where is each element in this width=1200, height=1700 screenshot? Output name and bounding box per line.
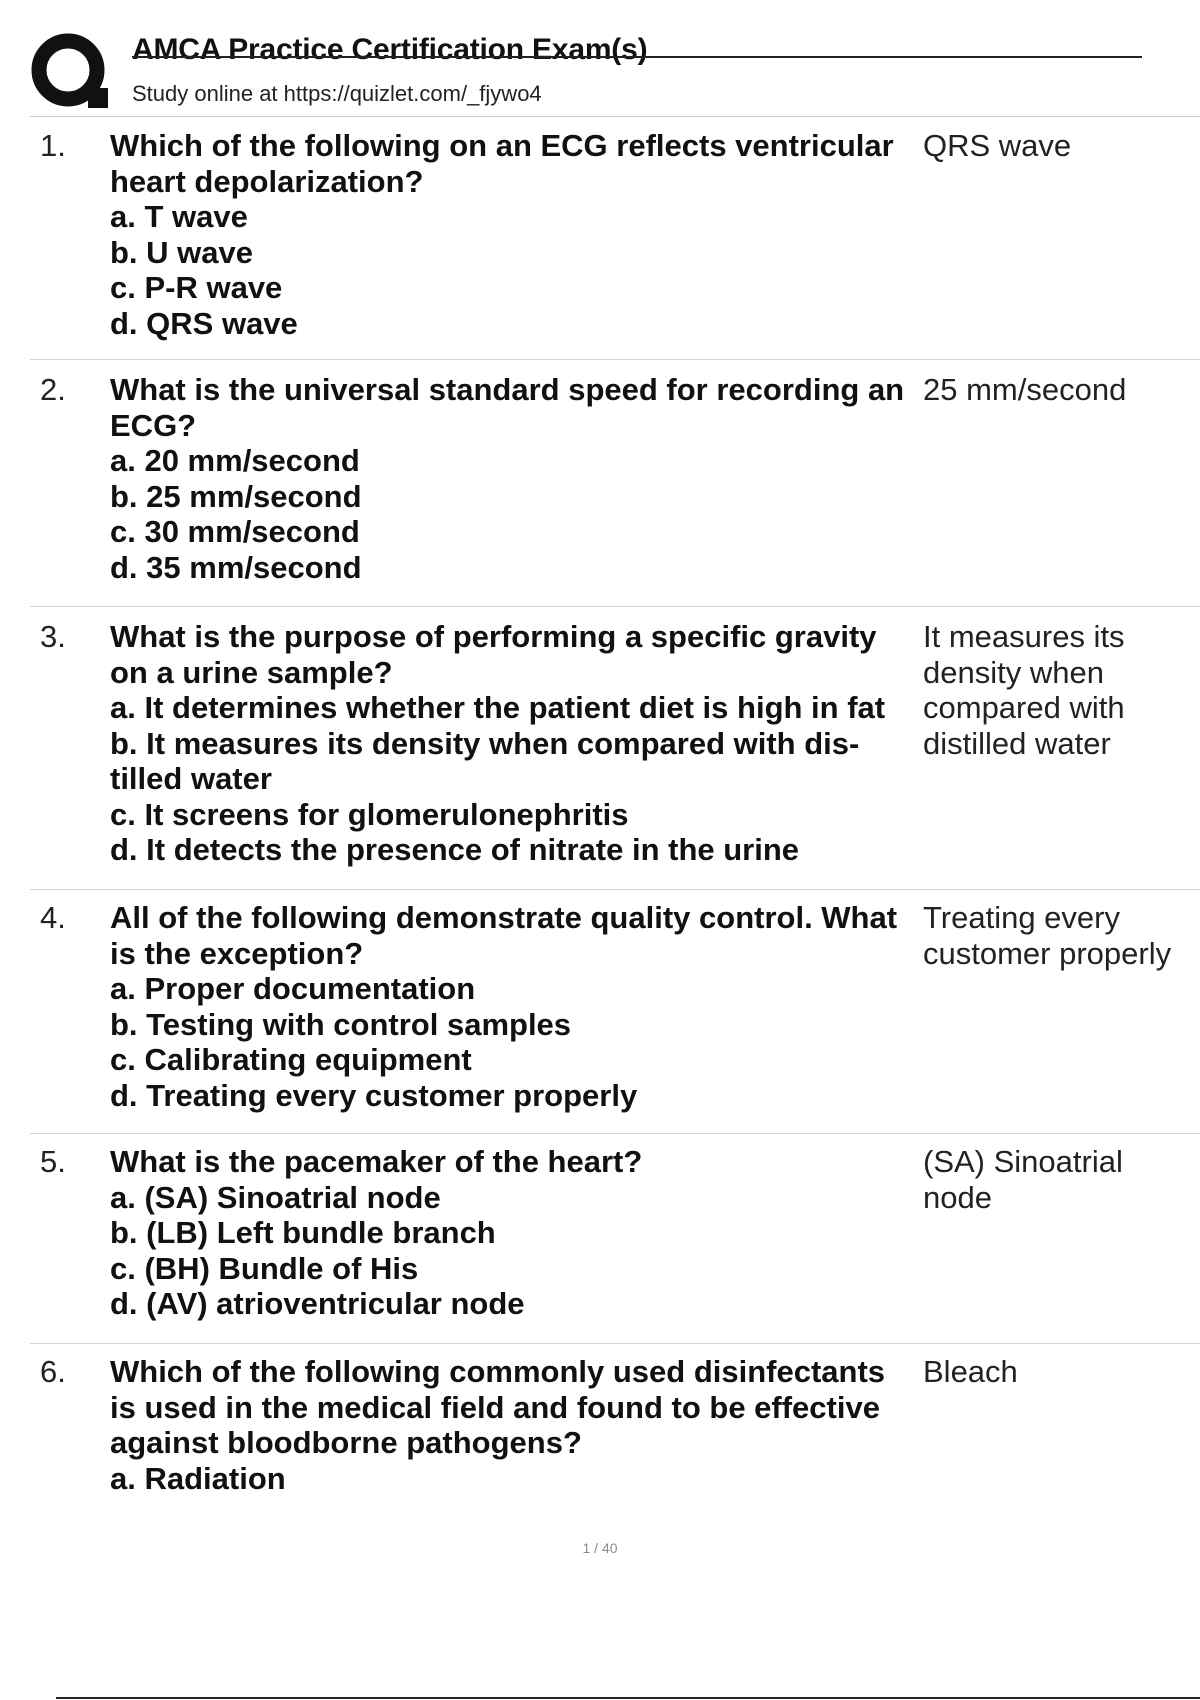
option-a: a. 20 mm/second: [110, 443, 360, 478]
question-line: Which of the following commonly used disinfectants: [110, 1354, 886, 1389]
card-number: 2.: [40, 372, 66, 407]
question-line: is used in the medical field and found to be effective: [110, 1389, 880, 1425]
card-question: [110, 128, 950, 341]
card-answer: [923, 128, 1193, 164]
answer-line: distilled water: [923, 725, 1111, 761]
answer-line: It measures its: [923, 619, 1125, 654]
question-line: on a urine sample?: [110, 654, 393, 690]
card-number: 6.: [40, 1354, 66, 1389]
card-question: [110, 372, 950, 585]
question-line: What is the pacemaker of the heart?: [110, 1144, 643, 1179]
answer-line: QRS wave: [923, 128, 1072, 163]
page-header: [0, 0, 1200, 118]
option-a: a. (SA) Sinoatrial node: [110, 1179, 441, 1215]
option-d: d. It detects the presence of nitrate in the urine: [110, 832, 800, 867]
card-question: [110, 1144, 950, 1322]
answer-line: 25 mm/second: [923, 372, 1127, 407]
question-line: heart depolarization?: [110, 163, 424, 199]
question-line: What is the universal standard speed for recording an: [110, 372, 905, 407]
option-c: c. Calibrating equipment: [110, 1042, 472, 1077]
flashcard-1: [30, 118, 1200, 360]
option-d: d. Treating every customer properly: [110, 1077, 638, 1113]
document-title: AMCA Practice Certification Exam(s): [132, 33, 648, 66]
option-b: b. (LB) Left bundle branch: [110, 1215, 496, 1250]
option-c: c. (BH) Bundle of His: [110, 1250, 419, 1286]
footer-rule: [56, 1697, 1200, 1699]
answer-line: customer properly: [923, 935, 1172, 971]
option-b: b. Testing with control samples: [110, 1006, 572, 1042]
header-divider: [30, 116, 1200, 117]
flashcard-6: [30, 1344, 1200, 1524]
card-answer: [923, 900, 1193, 971]
option-b: b. It measures its density when compared with dis-: [110, 725, 860, 761]
flashcard-2: [30, 362, 1200, 607]
question-line: against bloodborne pathogens?: [110, 1425, 582, 1460]
card-question: [110, 619, 950, 868]
answer-line: Treating every: [923, 900, 1120, 935]
quizlet-q-logo-icon: [30, 32, 112, 114]
flashcard-3: [30, 609, 1200, 890]
card-question: [110, 1354, 950, 1496]
option-a: a. Proper documentation: [110, 971, 476, 1006]
option-c: c. 30 mm/second: [110, 514, 360, 549]
page-indicator: 1 / 40: [582, 1540, 618, 1556]
answer-line: (SA) Sinoatrial: [923, 1144, 1123, 1179]
option-a: a. T wave: [110, 199, 248, 234]
card-answer: [923, 1144, 1193, 1215]
question-line: All of the following demonstrate quality control. What: [110, 900, 898, 935]
study-online-link[interactable]: Study online at https://quizlet.com/_fjywo4: [132, 81, 542, 106]
option-b: b. U wave: [110, 234, 253, 270]
option-c: c. It screens for glomerulonephritis: [110, 796, 629, 832]
answer-line: density when: [923, 654, 1104, 690]
card-number: 4.: [40, 900, 66, 935]
option-d: d. (AV) atrioventricular node: [110, 1286, 525, 1321]
card-number: 1.: [40, 128, 66, 163]
answer-line: Bleach: [923, 1354, 1018, 1389]
title-rule: [132, 56, 1142, 58]
flashcard-5: [30, 1134, 1200, 1344]
option-a: a. It determines whether the patient diet is high in fat: [110, 690, 886, 725]
card-answer: [923, 619, 1193, 761]
answer-line: compared with: [923, 690, 1125, 725]
option-b: b. 25 mm/second: [110, 478, 362, 514]
card-number: 5.: [40, 1144, 66, 1179]
card-answer: [923, 372, 1193, 408]
option-b-continued: tilled water: [110, 761, 272, 796]
option-d: d. QRS wave: [110, 305, 298, 341]
question-line: ECG?: [110, 407, 197, 443]
question-line: is the exception?: [110, 935, 364, 971]
option-d: d. 35 mm/second: [110, 549, 362, 585]
flashcard-4: [30, 890, 1200, 1134]
option-a: a. Radiation: [110, 1460, 286, 1496]
answer-line: node: [923, 1179, 992, 1215]
card-question: [110, 900, 950, 1113]
question-line: Which of the following on an ECG reflects ventricular: [110, 128, 894, 163]
card-answer: [923, 1354, 1193, 1390]
option-c: c. P-R wave: [110, 270, 283, 305]
question-line: What is the purpose of performing a specific gravity: [110, 619, 877, 654]
card-number: 3.: [40, 619, 66, 654]
